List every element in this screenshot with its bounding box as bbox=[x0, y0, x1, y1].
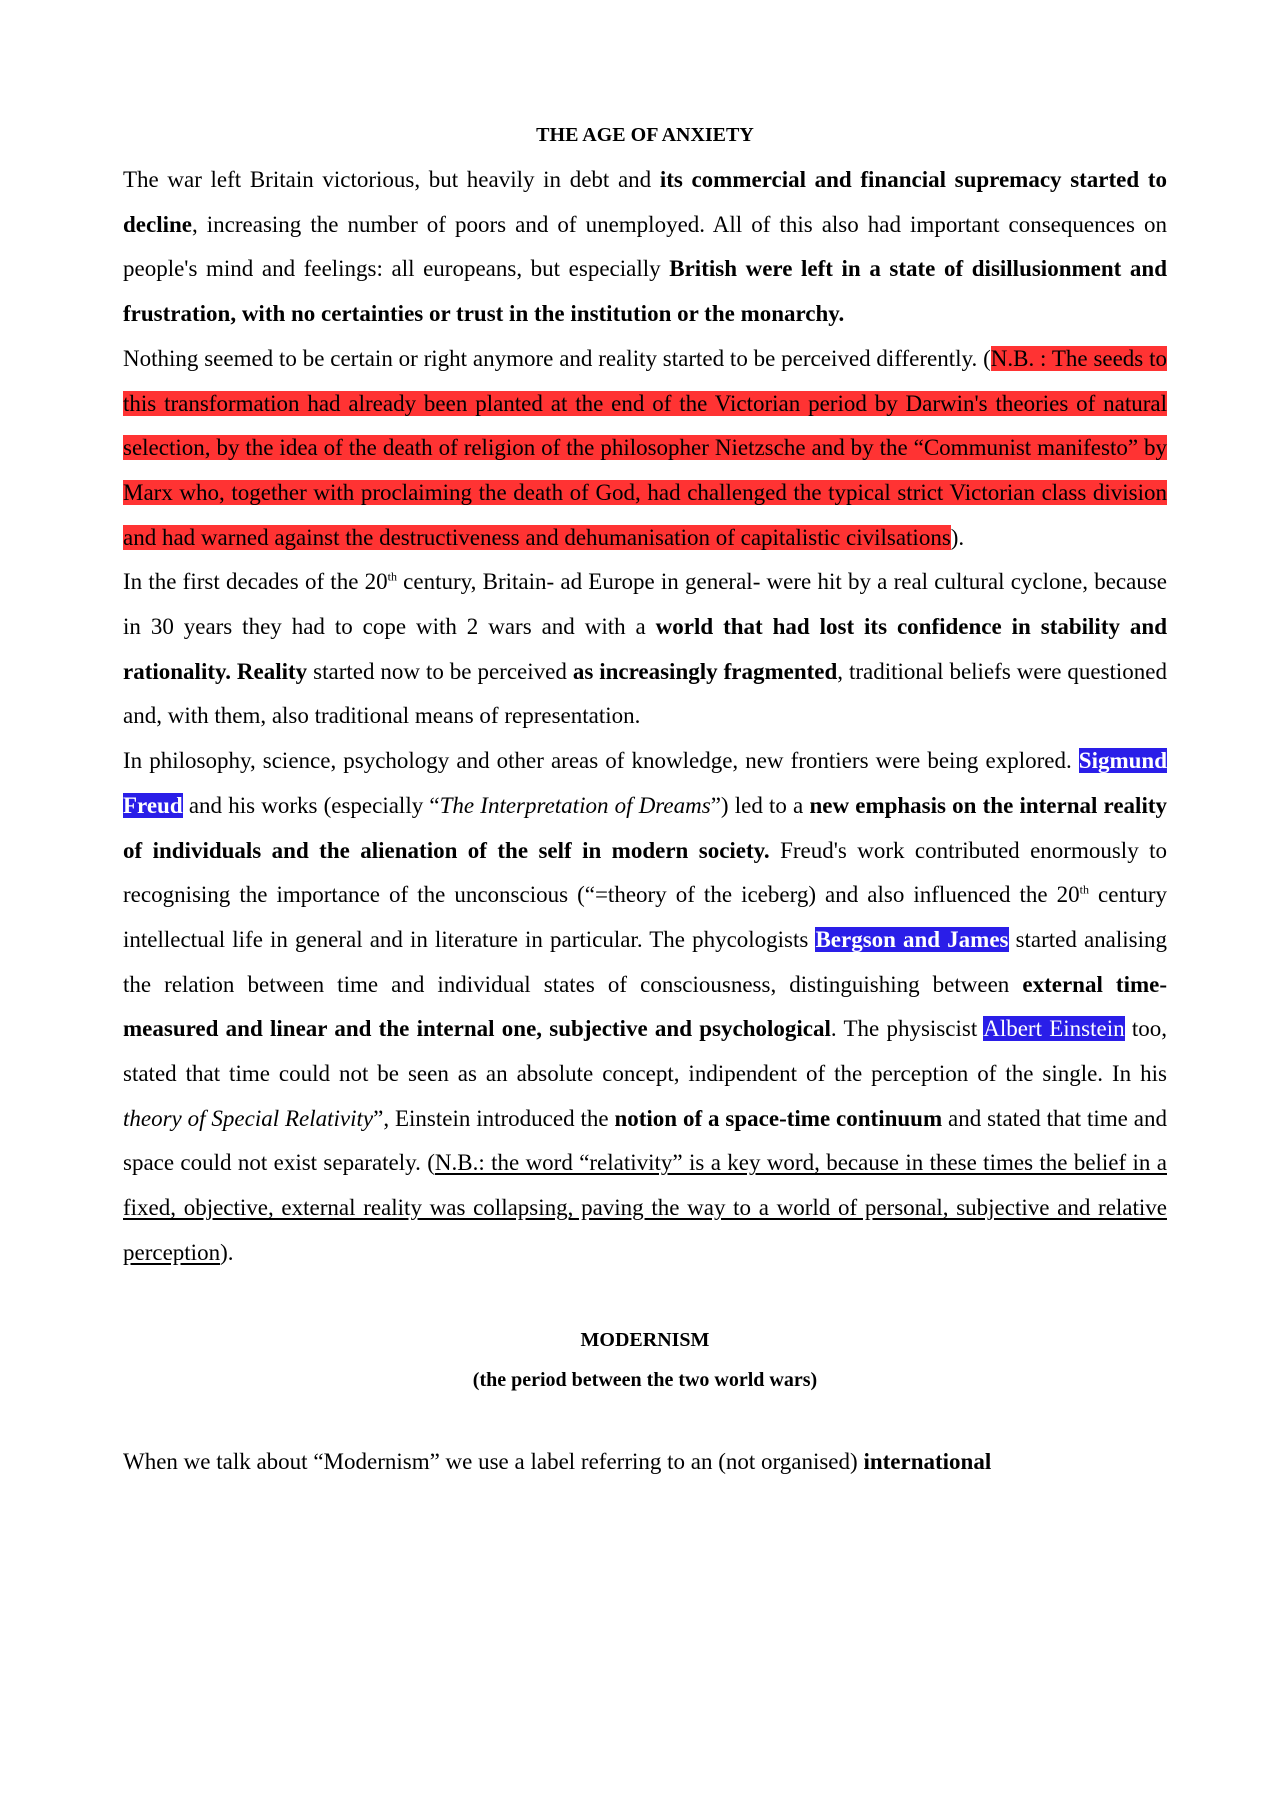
spacer bbox=[123, 1400, 1167, 1440]
spacer bbox=[123, 1276, 1167, 1320]
bold-text: world that had lost its confidence in stability and rationality. Reality bbox=[123, 614, 1167, 684]
section-subtitle-modernism: (the period between the two world wars) bbox=[472, 1368, 818, 1391]
bold-text: new emphasis on the internal reality of individuals and the alienation of the self in modern society. bbox=[123, 792, 1168, 863]
text: In philosophy, science, psychology and other areas of knowledge, new frontiers were being explored. bbox=[123, 748, 1079, 774]
text: The war left Britain victorious, but heavily in debt and bbox=[123, 167, 660, 192]
text: century intellectual life in general and in literature in particular. The phycologists bbox=[123, 882, 1167, 952]
text: ”) led to a bbox=[710, 792, 810, 818]
text: When we talk about “Modernism” we use a label referring to an (not organised) bbox=[123, 1448, 864, 1474]
paragraph-cultural-cyclone bbox=[123, 560, 1167, 739]
paragraph-modernism-intro bbox=[123, 1440, 1167, 1485]
section-title-age-of-anxiety: THE AGE OF ANXIETY bbox=[536, 124, 754, 146]
blue-highlight-freud: Sigmund Freud bbox=[123, 748, 1167, 818]
superscript: th bbox=[1079, 882, 1089, 897]
text: started now to be perceived bbox=[307, 658, 573, 684]
section-title-modernism: MODERNISM bbox=[580, 1328, 710, 1351]
italic-text: The Interpretation of Dreams bbox=[439, 792, 711, 818]
bold-text: international bbox=[863, 1448, 992, 1474]
text: century, Britain- ad Europe in general- were hit by a real cultural cyclone, because in 30 years they had to cope with 2 wars and with a bbox=[123, 569, 1167, 640]
text: Freud's work contributed enormously to recognising the importance of the unconscious (“=theory of the iceberg) and also influenced the 20 bbox=[123, 837, 1168, 908]
text: . The physiscist bbox=[830, 1016, 984, 1042]
underlined-note: N.B.: the word “relativity” is a key word, because in these times the belief in a fixed, objective, external reality was collapsing, paving the way to a world of personal, subjective and relative perception bbox=[123, 1150, 1167, 1265]
text: Nothing seemed to be certain or right anymore and reality started to be perceived differently. ( bbox=[123, 345, 991, 371]
italic-text: theory of Special Relativity bbox=[123, 1105, 374, 1131]
superscript: th bbox=[387, 569, 397, 584]
bold-text: its commercial and financial supremacy started to decline bbox=[123, 167, 1167, 237]
text: ”, Einstein introduced the bbox=[373, 1105, 615, 1131]
paragraph-uncertainty bbox=[123, 337, 1167, 561]
bold-text: British were left in a state of disillusionment and frustration, with no certainties or trust in the institution or the monarchy. bbox=[123, 256, 1167, 327]
bold-text: as increasingly fragmented bbox=[572, 658, 838, 684]
text: started analising the relation between time and individual states of consciousness, distinguishing between bbox=[123, 926, 1167, 997]
text: and stated that time and space could not exist separately. ( bbox=[123, 1105, 1167, 1176]
text: too, stated that time could not be seen as an absolute concept, indipendent of the perception of the single. In his bbox=[123, 1016, 1168, 1087]
text: In the first decades of the 20 bbox=[123, 569, 388, 595]
red-highlighted-note: N.B. : The seeds to this transformation had already been planted at the end of the Victorian period by Darwin's theories of natural selection, by the idea of the death of religion of the philosopher Nietzsche and by the “Communist manifesto” by Marx who, together with proclaiming the death of God, had challenged the typical strict Victorian class division and had warned against the destructiveness and dehumanisation of capitalistic civilsations bbox=[123, 345, 1167, 550]
text: ). bbox=[220, 1239, 234, 1265]
bold-text: external time-measured and linear and the internal one, subjective and psychological bbox=[123, 971, 1168, 1042]
paragraph-new-frontiers bbox=[123, 739, 1167, 1275]
bold-text: notion of a space-time continuum bbox=[614, 1105, 943, 1131]
text: ). bbox=[950, 524, 965, 550]
blue-highlight-einstein: Albert Einstein bbox=[983, 1016, 1125, 1042]
text: , increasing the number of poors and of unemployed. All of this also had important consequences on people's mind and feelings: all europeans, but especially bbox=[123, 211, 1167, 282]
text: , traditional beliefs were questioned and, with them, also traditional means of representation. bbox=[123, 658, 1168, 729]
blue-highlight-bergson-james: Bergson and James bbox=[815, 926, 1009, 952]
text: and his works (especially “ bbox=[182, 792, 440, 818]
paragraph-war-aftermath bbox=[123, 158, 1167, 337]
